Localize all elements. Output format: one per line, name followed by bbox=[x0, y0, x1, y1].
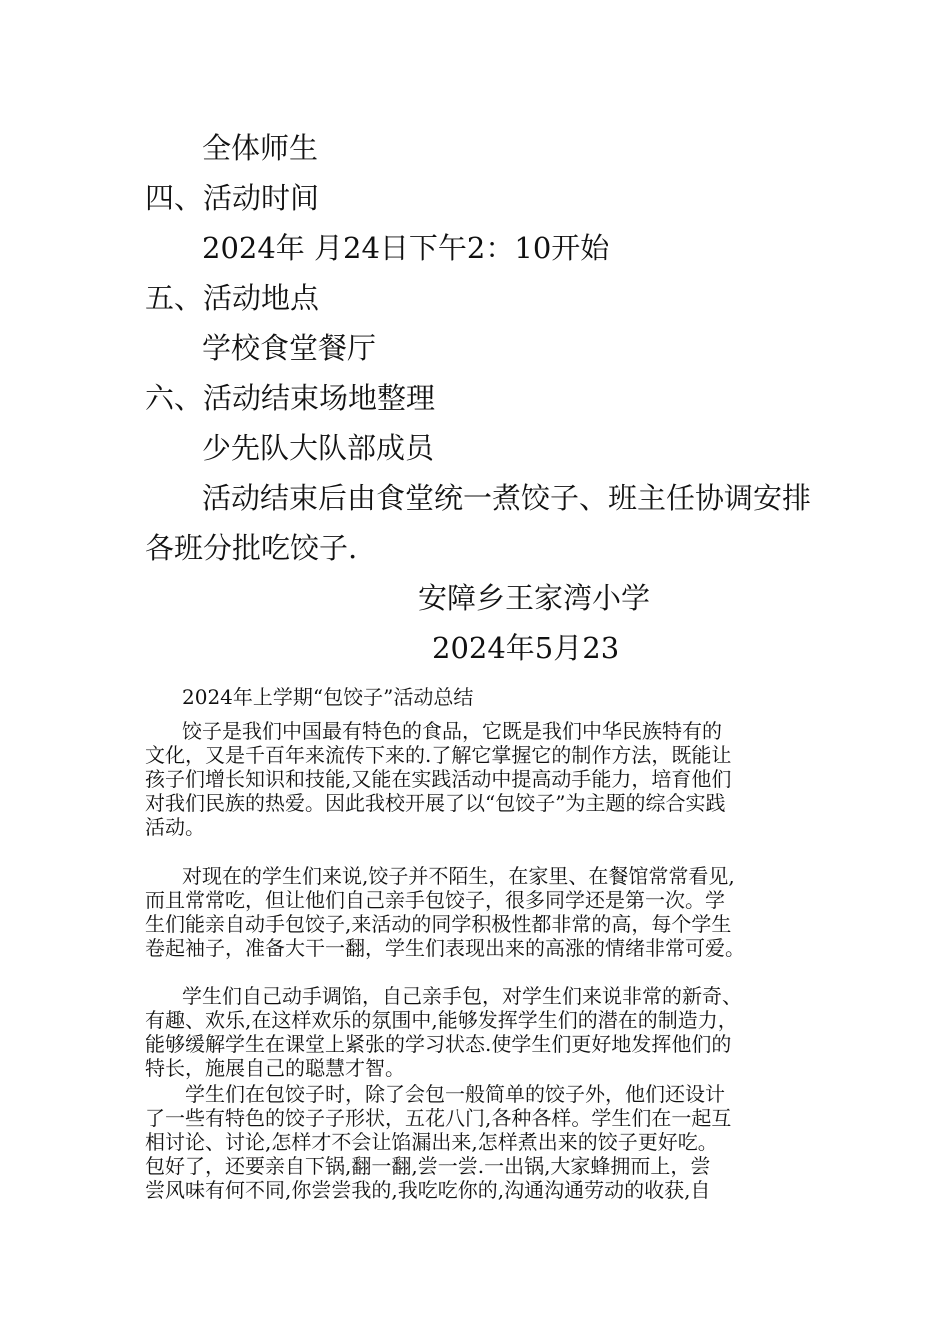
paragraph-line: 对现在的学生们来说,饺子并不陌生，在家里、在餐馆常常看见, bbox=[182, 864, 735, 888]
paragraph-line: 孩子们增长知识和技能,又能在实践活动中提高动手能力，培育他们 bbox=[145, 767, 732, 791]
paragraph-line: 了一些有特色的饺子子形状，五花八门,各种各样。学生们在一起互 bbox=[145, 1106, 732, 1130]
paragraph-line: 相讨论、讨论,怎样才不会让馅漏出来,怎样煮出来的饺子更好吃。 bbox=[145, 1130, 718, 1154]
paragraph-line: 尝风味有何不同,你尝尝我的,我吃吃你的,沟通沟通劳动的收获,自 bbox=[145, 1178, 711, 1202]
paragraph-line: 活动。 bbox=[145, 815, 205, 839]
paragraph-line: 卷起袖子，准备大干一翻，学生们表现出来的高涨的情绪非常可爱。 bbox=[145, 936, 745, 960]
cleanup-team: 少先队大队部成员 bbox=[202, 431, 435, 465]
section-heading-cleanup: 六、活动结束场地整理 bbox=[145, 381, 436, 415]
paragraph-line: 包好了，还要亲自下锅,翻一翻,尝一尝.一出锅,大家蜂拥而上，尝 bbox=[145, 1154, 711, 1178]
closing-line-2: 各班分批吃饺子. bbox=[145, 531, 358, 565]
paragraph-line: 对我们民族的热爱。因此我校开展了以“包饺子”为主题的综合实践 bbox=[145, 791, 726, 815]
paragraph-line: 生们能亲自动手包饺子,来活动的同学积极性都非常的高，每个学生 bbox=[145, 912, 732, 936]
paragraph-line: 有趣、欢乐,在这样欢乐的氛围中,能够发挥学生们的潜在的制造力， bbox=[145, 1008, 738, 1032]
summary-paragraph-4 bbox=[145, 1082, 805, 1202]
signature-date: 2024年5月23 bbox=[432, 631, 620, 665]
summary-title: 2024年上学期“包饺子”活动总结 bbox=[182, 685, 474, 709]
section-heading-place: 五、活动地点 bbox=[145, 281, 320, 315]
paragraph-line: 文化，又是千百年来流传下来的.了解它掌握它的制作方法，既能让 bbox=[145, 743, 732, 767]
paragraph-line: 学生们在包饺子时，除了会包一般简单的饺子外，他们还设计 bbox=[185, 1082, 725, 1106]
participants-value: 全体师生 bbox=[202, 131, 319, 165]
signature-school: 安障乡王家湾小学 bbox=[418, 581, 651, 615]
paragraph-line: 学生们自己动手调馅，自己亲手包，对学生们来说非常的新奇、 bbox=[182, 984, 742, 1008]
summary-paragraph-1 bbox=[145, 719, 805, 839]
section-heading-time: 四、活动时间 bbox=[145, 181, 320, 215]
paragraph-line: 而且常常吃，但让他们自己亲手包饺子，很多同学还是第一次。学 bbox=[145, 888, 725, 912]
place-value: 学校食堂餐厅 bbox=[202, 331, 377, 365]
paragraph-line: 饺子是我们中国最有特色的食品，它既是我们中华民族特有的 bbox=[182, 719, 722, 743]
time-value: 2024年 月24日下午2：10开始 bbox=[202, 231, 610, 265]
paragraph-line: 能够缓解学生在课堂上紧张的学习状态.使学生们更好地发挥他们的 bbox=[145, 1032, 732, 1056]
summary-paragraph-2 bbox=[145, 864, 805, 960]
summary-paragraph-3 bbox=[145, 984, 805, 1080]
closing-line-1: 活动结束后由食堂统一煮饺子、班主任协调安排 bbox=[202, 481, 812, 515]
paragraph-line: 特长，施展自己的聪慧才智。 bbox=[145, 1056, 405, 1080]
